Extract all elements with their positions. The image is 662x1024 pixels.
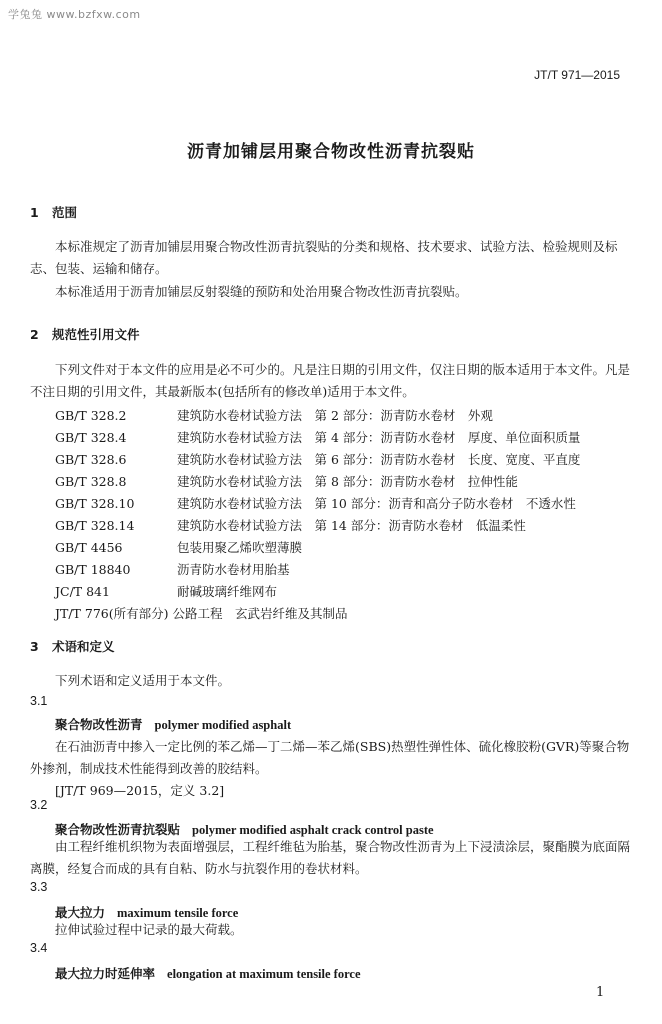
section-heading-scope	[30, 203, 77, 221]
reference-item	[55, 406, 493, 424]
scope-text-2: 本标准适用于沥青加铺层反射裂缝的预防和处治用聚合物改性沥青抗裂贴。	[55, 284, 468, 299]
section-heading-normative	[30, 325, 140, 343]
term-number: 3.4	[30, 941, 48, 955]
reference-code: GB/T 328.14	[55, 518, 135, 533]
term-number: 3.3	[30, 880, 48, 894]
reference-code: GB/T 328.8	[55, 474, 127, 489]
section-title: 范围	[52, 205, 78, 220]
reference-title: 建筑防水卷材试验方法 第 10 部分：沥青和高分子防水卷材 不透水性	[177, 496, 576, 511]
reference-item	[55, 494, 576, 512]
term-zh: 最大拉力时延伸率	[55, 966, 156, 981]
reference-code: GB/T 328.2	[55, 408, 127, 423]
term-heading	[55, 964, 361, 982]
scope-text-1: 本标准规定了沥青加铺层用聚合物改性沥青抗裂贴的分类和规格、技术要求、试验方法、检验规则及标志、包装、运输和储存。	[30, 239, 618, 276]
term-definition-text: 拉伸试验过程中记录的最大荷载。	[55, 922, 243, 937]
term-definition	[30, 836, 630, 880]
reference-code: GB/T 328.4	[55, 430, 127, 445]
term-en: maximum tensile force	[117, 906, 239, 920]
term-source	[30, 780, 630, 802]
term-number: 3.1	[30, 694, 48, 708]
page-number: 1	[596, 985, 605, 1000]
term-en: polymer modified asphalt crack control paste	[192, 823, 434, 837]
reference-title: 沥青防水卷材用胎基	[177, 562, 290, 577]
reference-code: GB/T 18840	[55, 562, 131, 577]
term-zh: 聚合物改性沥青	[55, 717, 143, 732]
term-heading	[55, 715, 291, 733]
reference-title: 建筑防水卷材试验方法 第 2 部分：沥青防水卷材 外观	[177, 408, 493, 423]
term-zh: 最大拉力	[55, 905, 106, 920]
reference-item	[55, 604, 347, 622]
reference-title: 建筑防水卷材试验方法 第 8 部分：沥青防水卷材 拉伸性能	[177, 474, 518, 489]
reference-title: 建筑防水卷材试验方法 第 4 部分：沥青防水卷材 厚度、单位面积质量	[177, 430, 581, 445]
term-zh: 聚合物改性沥青抗裂贴	[55, 822, 181, 837]
reference-title: 建筑防水卷材试验方法 第 6 部分：沥青防水卷材 长度、宽度、平直度	[177, 452, 581, 467]
section-heading-terms	[30, 637, 115, 655]
reference-code: GB/T 328.10	[55, 496, 135, 511]
reference-item	[55, 560, 290, 578]
reference-code: GB/T 4456	[55, 540, 123, 555]
reference-item	[55, 538, 302, 556]
term-en: polymer modified asphalt	[154, 718, 292, 732]
standard-number: JT/T 971—2015	[534, 68, 620, 82]
scope-paragraph-1	[30, 236, 630, 280]
section-title: 规范性引用文件	[52, 327, 140, 342]
term-definition	[30, 919, 630, 941]
reference-title: 建筑防水卷材试验方法 第 14 部分：沥青防水卷材 低温柔性	[177, 518, 526, 533]
reference-code: JC/T 841	[55, 584, 110, 599]
reference-title: 耐碱玻璃纤维网布	[177, 584, 278, 599]
term-definition	[30, 736, 630, 780]
reference-item	[55, 516, 526, 534]
term-en: elongation at maximum tensile force	[167, 967, 361, 981]
reference-item-text: JT/T 776(所有部分) 公路工程 玄武岩纤维及其制品	[55, 606, 348, 621]
document-title: 沥青加铺层用聚合物改性沥青抗裂贴	[187, 142, 475, 162]
scope-paragraph-2	[30, 281, 630, 303]
section-number: 1	[30, 205, 39, 220]
normative-intro-text: 下列文件对于本文件的应用是必不可少的。凡是注日期的引用文件，仅注日期的版本适用于本文件。凡是不注日期的引用文件，其最新版本(包括所有的修改单)适用于本文件。	[30, 362, 631, 399]
terms-intro-paragraph	[30, 670, 630, 692]
reference-item	[55, 582, 277, 600]
reference-item	[55, 450, 580, 468]
reference-code: GB/T 328.6	[55, 452, 127, 467]
section-title: 术语和定义	[52, 639, 115, 654]
term-definition-text: 由工程纤维机织物为表面增强层，工程纤维毡为胎基，聚合物改性沥青为上下浸渍涂层，聚酯膜为底面隔离膜，经复合而成的具有自粘、防水与抗裂作用的卷状材料。	[30, 839, 631, 876]
reference-item	[55, 472, 518, 490]
reference-title: 包装用聚乙烯吹塑薄膜	[177, 540, 303, 555]
section-number: 2	[30, 327, 39, 342]
term-source-text: [JT/T 969—2015，定义 3.2]	[55, 783, 225, 798]
normative-intro-paragraph	[30, 359, 630, 403]
section-number: 3	[30, 639, 39, 654]
term-definition-text: 在石油沥青中掺入一定比例的苯乙烯—丁二烯—苯乙烯(SBS)热塑性弹性体、硫化橡胶粉(GVR)等聚合物外掺剂，制成技术性能得到改善的胶结料。	[30, 739, 630, 776]
watermark: 学兔兔 www.bzfxw.com	[8, 8, 141, 21]
reference-item	[55, 428, 580, 446]
term-number: 3.2	[30, 798, 48, 812]
terms-intro-text: 下列术语和定义适用于本文件。	[55, 673, 231, 688]
